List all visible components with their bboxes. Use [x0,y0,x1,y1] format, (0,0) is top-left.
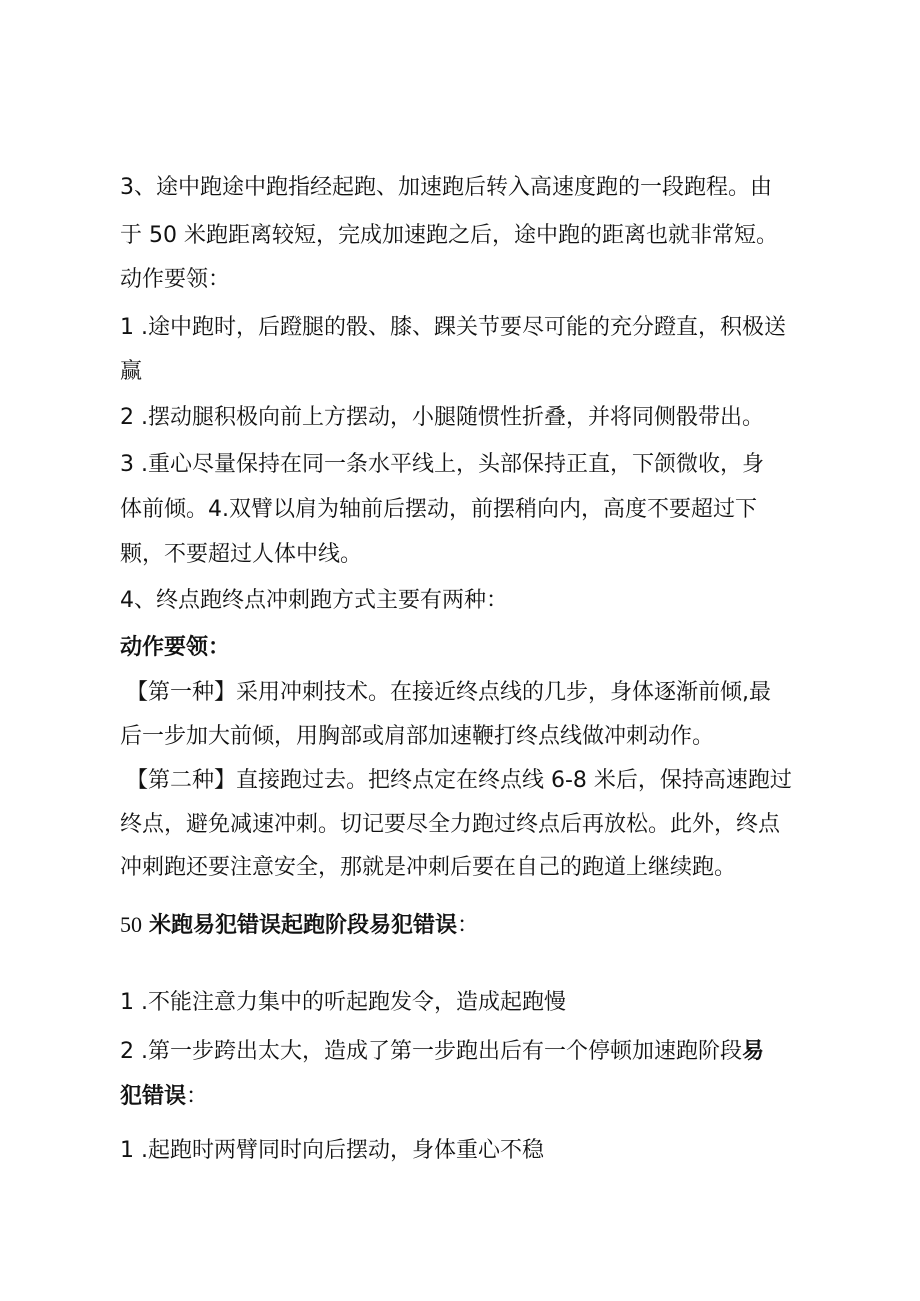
section3-item3-line2: 体前倾。4.双臂以肩为轴前后摆动，前摆稍向内，高度不要超过下 [120,497,757,522]
accel-error-heading-colon: ： [186,1084,209,1109]
section3-item3-line1: 3 .重心尽量保持在同一条水平线上，头部保持正直，下颌微收，身 [120,452,764,477]
section3-line1: 3、途中跑途中跑指经起跑、加速跑后转入高速度跑的一段跑程。由 [120,175,772,200]
errors-heading-title: 米跑易犯错误起跑阶段易犯错误 [149,913,458,938]
method-second-line1: 【第二种】直接跑过去。把终点定在终点线 6-8 米后，保持高速跑过 [126,768,792,793]
errors-heading-number: 50 [120,912,142,937]
section3-item1-line2: 赢 [120,359,143,384]
method-first-line1: 【第一种】采用冲刺技术。在接近终点线的几步，身体逐渐前倾,最 [126,680,771,705]
section3-item1-line1: 1 .途中跑时，后蹬腿的骰、膝、踝关节要尽可能的充分蹬直，积极送 [120,315,786,340]
start-error-item2-text: 2 .第一步跨出太大，造成了第一步跑出后有一个停顿加速跑阶段 [120,1039,742,1064]
method-second-line3: 冲刺跑还要注意安全，那就是冲刺后要在自己的跑道上继续跑。 [120,855,737,880]
errors-heading [120,910,820,941]
method-second-line2: 终点，避免减速冲刺。切记要尽全力跑过终点后再放松。此外，终点 [120,812,781,837]
section3-line2: 于 50 米跑距离较短，完成加速跑之后，途中跑的距离也就非常短。 [120,223,778,248]
accel-error-heading-title: 犯错误 [120,1084,187,1109]
section3-essentials-label: 动作要领： [120,267,231,292]
section3-item2: 2 .摆动腿积极向前上方摆动，小腿随惯性折叠，并将同侧骰带出。 [120,405,764,430]
method-first-line2: 后一步加大前倾，用胸部或肩部加速鞭打终点线做冲刺动作。 [120,724,715,749]
start-error-item1: 1 .不能注意力集中的听起跑发令，造成起跑慢 [120,990,566,1015]
accel-error-item1: 1 .起跑时两臂同时向后摆动，身体重心不稳 [120,1138,544,1163]
section4-heading: 4、终点跑终点冲刺跑方式主要有两种： [120,588,508,613]
section4-essentials-label: 动作要领： [120,635,231,660]
accel-error-heading [120,1082,820,1112]
section3-item3-line3: 颗，不要超过人体中线。 [120,542,363,567]
start-error-item2 [120,1037,820,1067]
start-error-item2-bold: 易 [742,1039,765,1064]
errors-heading-colon: ： [457,913,480,938]
